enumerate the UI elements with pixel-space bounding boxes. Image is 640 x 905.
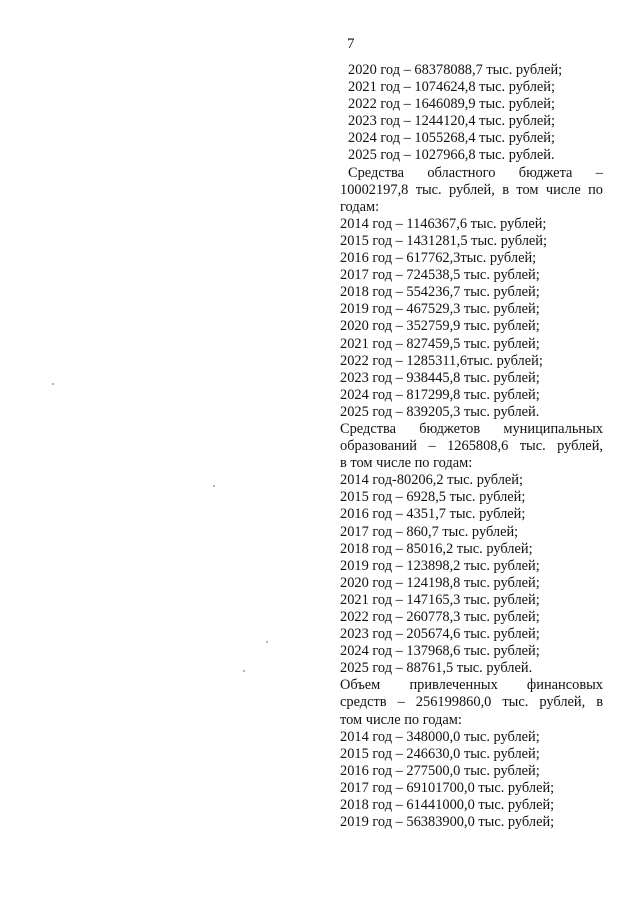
- list-item: 2014 год – 348000,0 тыс. рублей;: [340, 728, 540, 745]
- list-item: 2018 год – 61441000,0 тыс. рублей;: [340, 797, 555, 814]
- list-item: 2022 год – 1285311,6тыс. рублей;: [340, 352, 543, 369]
- municipal-budget-list: [340, 472, 603, 677]
- list-item: 2025 год – 839205,3 тыс. рублей.: [340, 403, 540, 420]
- paragraph-line: том числе по годам:: [340, 711, 462, 728]
- list-item: 2018 год – 85016,2 тыс. рублей;: [340, 540, 533, 557]
- regional-budget-list: [340, 216, 603, 421]
- paragraph-line: 10002197,8 тыс. рублей, в том числе по: [340, 181, 603, 198]
- list-item: 2024 год – 817299,8 тыс. рублей;: [340, 386, 540, 403]
- list-item: 2015 год – 1431281,5 тыс. рублей;: [340, 232, 547, 249]
- attracted-funds-list: [340, 729, 603, 832]
- paragraph-line: годам:: [340, 198, 380, 215]
- list-item: 2014 год – 1146367,6 тыс. рублей;: [340, 215, 547, 232]
- list-item: 2021 год – 147165,3 тыс. рублей;: [340, 591, 540, 608]
- list-item: 2016 год – 4351,7 тыс. рублей;: [340, 506, 526, 523]
- paragraph-line: Средства областного бюджета –: [348, 164, 603, 181]
- list-item: 2021 год – 1074624,8 тыс. рублей;: [348, 79, 555, 96]
- list-item: 2019 год – 123898,2 тыс. рублей;: [340, 557, 540, 574]
- paragraph-line: образований – 1265808,6 тыс. рублей,: [340, 438, 603, 455]
- list-item: 2015 год – 246630,0 тыс. рублей;: [340, 745, 540, 762]
- paragraph-line: в том числе по годам:: [340, 455, 473, 472]
- list-item: 2023 год – 205674,6 тыс. рублей;: [340, 626, 540, 643]
- list-item: 2020 год – 124198,8 тыс. рублей;: [340, 574, 540, 591]
- list-item: 2022 год – 260778,3 тыс. рублей;: [340, 609, 540, 625]
- list-item: 2021 год – 827459,5 тыс. рублей;: [340, 335, 540, 352]
- list-item: 2019 год – 56383900,0 тыс. рублей;: [340, 814, 555, 831]
- list-item: 2020 год – 68378088,7 тыс. рублей;: [348, 62, 563, 78]
- list-item: 2016 год – 277500,0 тыс. рублей;: [340, 762, 540, 779]
- list-item: 2024 год – 1055268,4 тыс. рублей;: [348, 130, 555, 147]
- paragraph-line: Средства бюджетов муниципальных: [340, 420, 603, 437]
- list-item: 2025 год – 88761,5 тыс. рублей.: [340, 660, 533, 677]
- list-item: 2017 год – 69101700,0 тыс. рублей;: [340, 779, 555, 796]
- list-item: 2019 год – 467529,3 тыс. рублей;: [340, 301, 540, 318]
- paragraph-line: Объем привлеченных финансовых: [340, 677, 603, 694]
- list-item: 2014 год-80206,2 тыс. рублей;: [340, 472, 523, 489]
- list-item: 2018 год – 554236,7 тыс. рублей;: [340, 284, 540, 301]
- attracted-funds-heading: [340, 677, 603, 728]
- scan-speck: [266, 641, 268, 643]
- list-item: 2020 год – 352759,9 тыс. рублей;: [340, 318, 540, 335]
- list-item: 2024 год – 137968,6 тыс. рублей;: [340, 643, 540, 660]
- list-item: 2023 год – 1244120,4 тыс. рублей;: [348, 113, 555, 130]
- scan-speck: [52, 383, 54, 385]
- list-item: 2022 год – 1646089,9 тыс. рублей;: [348, 96, 555, 113]
- list-item: 2015 год – 6928,5 тыс. рублей;: [340, 489, 526, 506]
- list-item: 2017 год – 860,7 тыс. рублей;: [340, 523, 519, 540]
- scan-speck: [213, 485, 215, 487]
- municipal-budget-heading: [340, 421, 603, 472]
- paragraph-line: средств – 256199860,0 тыс. рублей, в: [340, 694, 603, 711]
- funding-list-continued: [340, 62, 603, 165]
- list-item: 2023 год – 938445,8 тыс. рублей;: [340, 369, 540, 386]
- list-item: 2017 год – 724538,5 тыс. рублей;: [340, 267, 540, 284]
- list-item: 2025 год – 1027966,8 тыс. рублей.: [348, 147, 555, 164]
- page-number: 7: [347, 36, 355, 52]
- text-column: [340, 62, 603, 831]
- scan-speck: [243, 670, 245, 672]
- regional-budget-heading: [340, 165, 603, 216]
- list-item: 2016 год – 617762,3тыс. рублей;: [340, 250, 537, 267]
